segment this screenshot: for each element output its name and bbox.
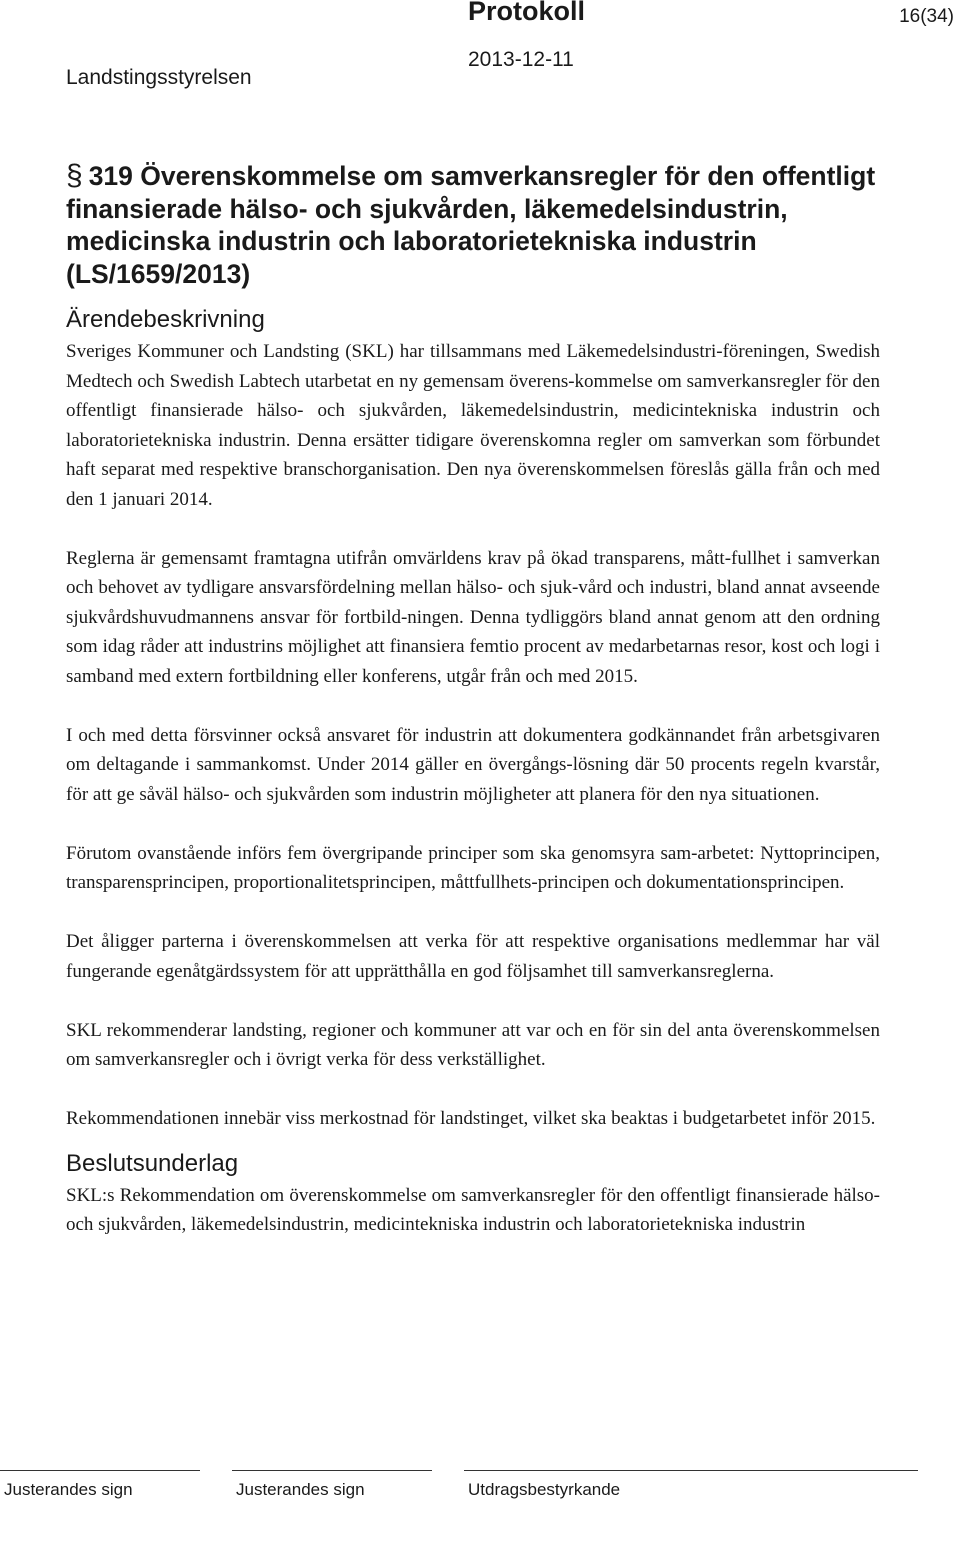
- signature-line-2: [232, 1470, 432, 1471]
- description-paragraph-3: I och med detta försvinner också ansvaret för industrin att dokumentera godkännandet från arbetsgivaren om deltagande i sammankomst. Under 2014 gäller en övergångs-lösning där 50 procents regeln kvarstår, för att ge såväl hälso- och sjukvården som industrin möjligheter att planera för den nya situationen.: [66, 724, 880, 805]
- paragraph-symbol: §: [66, 159, 83, 192]
- basis-paragraph-1: SKL:s Rekommendation om överenskommelse om samverkansregler för den offentligt finansierade hälso- och sjukvården, läkemedelsindustrin, medicintekniska industrin och laboratorietekniska industrin: [66, 1184, 880, 1235]
- page-number: 16(34): [899, 6, 954, 27]
- meeting-date: 2013-12-11: [468, 48, 574, 71]
- footer-certified-extract-label: Utdragsbestyrkande: [468, 1480, 621, 1499]
- footer-sign-label-2: Justerandes sign: [236, 1480, 365, 1499]
- description-paragraph-7: Rekommendationen innebär viss merkostnad för landstinget, vilket ska beaktas i budgetarbetet inför 2015.: [66, 1108, 876, 1129]
- section-heading-description: Ärendebeskrivning: [66, 306, 265, 333]
- certified-extract-line: [464, 1470, 918, 1471]
- description-paragraph-5: Det åligger parterna i överenskommelsen att verka för att respektive organisations medlemmar har väl fungerande egenåtgärdssystem för att upprätthålla en god följsamhet till samverkansreglerna.: [66, 931, 880, 982]
- description-paragraph-4: Förutom ovanstående införs fem övergripande principer som ska genomsyra sam-arbetet: Nyttoprincipen, transparensprincipen, proportionalitetsprincipen, måttfullhets-principen och dokumentationsprincipen.: [66, 842, 880, 893]
- case-title: 319 Överenskommelse om samverkansregler för den offentligt finansierade hälso- och sjukvården, läkemedelsindustrin, medicinska industrin och laboratorietekniska industrin (LS/1659/2013): [66, 161, 876, 289]
- case-heading: [66, 160, 880, 290]
- document-body: [66, 160, 880, 1269]
- section-heading-basis: Beslutsunderlag: [66, 1149, 239, 1177]
- description-paragraph-2: Reglerna är gemensamt framtagna utifrån omvärldens krav på ökad transparens, mått-fullhet i samverkan och behovet av tydligare ansvarsfördelning mellan hälso- och sjuk-vård och industri, bland annat avseende sjukvårdshuvudmannens ansvar för fortbild-ningen. Denna tydliggörs bland annat genom att den ordning som idag råder att industrins möjlighet att finansiera femtio procent av medarbetarnas resor, kost och logi i samband med extern fortbildning eller konferens, utgår från och med 2015.: [66, 547, 880, 687]
- description-paragraph-6: SKL rekommenderar landsting, regioner och kommuner att var och en för sin del anta överenskommelsen om samverkansregler och i övrigt verka för dess verkställighet.: [66, 1019, 880, 1070]
- document-type-title: Protokoll: [468, 0, 586, 26]
- signature-line-1: [0, 1470, 200, 1471]
- header-organization: Landstingsstyrelsen: [66, 66, 252, 89]
- footer-sign-label-1: Justerandes sign: [4, 1480, 133, 1499]
- description-paragraph-1: Sveriges Kommuner och Landsting (SKL) har tillsammans med Läkemedelsindustri-föreningen, Swedish Medtech och Swedish Labtech utarbetat en ny gemensam överens-kommelse om samverkansregler för den offentligt finansierade hälso- och sjukvården, läkemedelsindustrin, medicintekniska industrin och laboratorietekniska industrin. Denna ersätter tidigare överenskomna regler om samverkan som förbundet haft separat med respektive branschorganisation. Den nya överenskommelsen föreslås gälla från och med den 1 januari 2014.: [66, 341, 880, 510]
